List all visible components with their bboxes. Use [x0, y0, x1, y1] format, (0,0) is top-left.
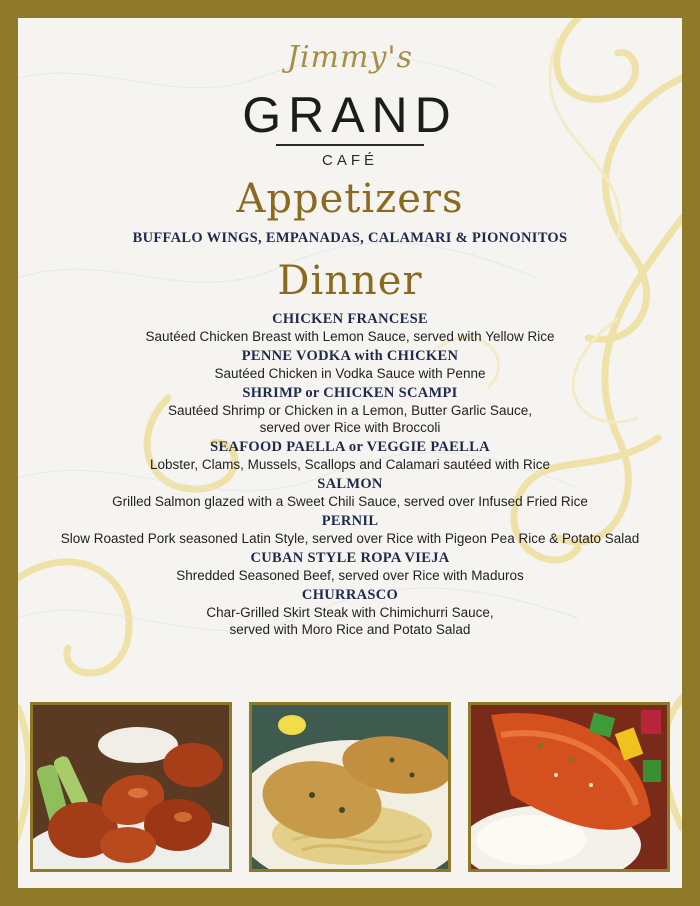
menu-item [18, 549, 682, 584]
menu-item-description: Char-Grilled Skirt Steak with Chimichurri Sauce, served with Moro Rice and Potato Salad [206, 605, 494, 637]
logo-divider [276, 144, 424, 146]
menu-item [18, 512, 682, 547]
menu-item-description: Sautéed Shrimp or Chicken in a Lemon, Butter Garlic Sauce, served over Rice with Broccoli [168, 403, 532, 435]
menu-item [18, 310, 682, 345]
menu-item-name: SHRIMP or CHICKEN SCAMPI [242, 385, 458, 401]
appetizers-list: BUFFALO WINGS, EMPANADAS, CALAMARI & PIONONITOS [132, 230, 568, 246]
appetizers-heading: Appetizers [236, 176, 464, 222]
menu-item-description: Sautéed Chicken in Vodka Sauce with Penne [214, 366, 486, 381]
menu-item-name: CHURRASCO [301, 587, 399, 603]
menu-item [18, 586, 682, 638]
dinner-heading: Dinner [277, 258, 423, 304]
menu-item [18, 347, 682, 382]
menu-item-name: CHICKEN FRANCESE [272, 311, 428, 327]
menu-item-description: Shredded Seasoned Beef, served over Rice with Maduros [176, 568, 524, 583]
dinner-menu [18, 310, 682, 640]
menu-item-name: SEAFOOD PAELLA or VEGGIE PAELLA [210, 439, 490, 455]
menu-item-description: Slow Roasted Pork seasoned Latin Style, served over Rice with Pigeon Pea Rice & Potato Salad [60, 531, 640, 546]
logo-main-name: GRAND [242, 87, 458, 143]
menu-item [18, 438, 682, 473]
menu-item-name: SALMON [317, 476, 383, 492]
menu-item [18, 384, 682, 436]
menu-item-description: Grilled Salmon glazed with a Sweet Chili Sauce, served over Infused Fried Rice [112, 494, 588, 509]
menu-paper [18, 18, 682, 888]
menu-item-name: PENNE VODKA with CHICKEN [241, 348, 459, 364]
menu-item [18, 475, 682, 510]
logo-script-name: Jimmy's [286, 40, 414, 75]
menu-item-description: Sautéed Chicken Breast with Lemon Sauce, served with Yellow Rice [145, 329, 555, 344]
salmon-rice-photo [468, 702, 670, 872]
menu-item-name: CUBAN STYLE ROPA VIEJA [250, 550, 450, 566]
chicken-francese-photo [249, 702, 451, 872]
logo-sub-name: CAFÉ [321, 152, 378, 169]
buffalo-wings-photo [30, 702, 232, 872]
menu-item-name: PERNIL [321, 513, 379, 529]
menu-item-description: Lobster, Clams, Mussels, Scallops and Calamari sautéed with Rice [150, 457, 550, 472]
